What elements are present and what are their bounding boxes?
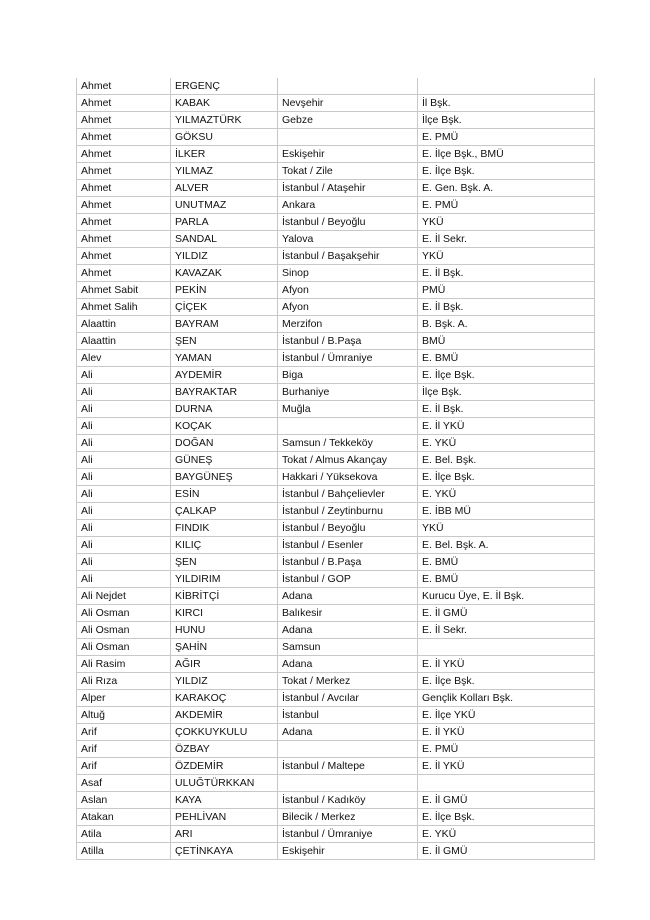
first-name-cell: Ali — [77, 452, 171, 469]
table-row — [77, 469, 595, 486]
location-cell: Adana — [278, 724, 418, 741]
surname-cell: FINDIK — [171, 520, 278, 537]
location-cell: İstanbul / B.Paşa — [278, 333, 418, 350]
surname-cell: YILDIRIM — [171, 571, 278, 588]
location-cell: Adana — [278, 588, 418, 605]
location-cell: Adana — [278, 622, 418, 639]
role-cell: Kurucu Üye, E. İl Bşk. — [418, 588, 595, 605]
surname-cell: KOÇAK — [171, 418, 278, 435]
surname-cell: KILIÇ — [171, 537, 278, 554]
table-row — [77, 656, 595, 673]
role-cell: E. BMÜ — [418, 350, 595, 367]
role-cell: E. İlçe Bşk. — [418, 163, 595, 180]
table-row — [77, 622, 595, 639]
table-row — [77, 639, 595, 656]
location-cell: İstanbul / Başakşehir — [278, 248, 418, 265]
table-row — [77, 282, 595, 299]
first-name-cell: Ahmet — [77, 180, 171, 197]
surname-cell: SANDAL — [171, 231, 278, 248]
location-cell — [278, 418, 418, 435]
table-row — [77, 843, 595, 860]
first-name-cell: Ali — [77, 435, 171, 452]
location-cell: İstanbul / Esenler — [278, 537, 418, 554]
location-cell: İstanbul / Bahçelievler — [278, 486, 418, 503]
role-cell: Gençlik Kolları Bşk. — [418, 690, 595, 707]
location-cell: Biga — [278, 367, 418, 384]
surname-cell: KİBRİTÇİ — [171, 588, 278, 605]
first-name-cell: Ahmet — [77, 265, 171, 282]
table-row — [77, 265, 595, 282]
role-cell: E. İBB MÜ — [418, 503, 595, 520]
table-row — [77, 231, 595, 248]
first-name-cell: Ali Osman — [77, 605, 171, 622]
first-name-cell: Ali Osman — [77, 639, 171, 656]
role-cell: E. İl Bşk. — [418, 299, 595, 316]
surname-cell: ULUĞTÜRKKAN — [171, 775, 278, 792]
role-cell: E. PMÜ — [418, 741, 595, 758]
surname-cell: İLKER — [171, 146, 278, 163]
table-row — [77, 520, 595, 537]
location-cell: Tokat / Zile — [278, 163, 418, 180]
first-name-cell: Alaattin — [77, 333, 171, 350]
first-name-cell: Atila — [77, 826, 171, 843]
surname-cell: YILDIZ — [171, 673, 278, 690]
location-cell: İstanbul / Ümraniye — [278, 826, 418, 843]
surname-cell: KIRCI — [171, 605, 278, 622]
role-cell: E. YKÜ — [418, 435, 595, 452]
role-cell: E. İl YKÜ — [418, 418, 595, 435]
surname-cell: ÇİÇEK — [171, 299, 278, 316]
table-row — [77, 95, 595, 112]
role-cell — [418, 775, 595, 792]
role-cell: E. İl YKÜ — [418, 656, 595, 673]
role-cell: E. YKÜ — [418, 826, 595, 843]
location-cell: Tokat / Merkez — [278, 673, 418, 690]
table-row — [77, 588, 595, 605]
role-cell: E. İlçe Bşk. — [418, 809, 595, 826]
role-cell: YKÜ — [418, 520, 595, 537]
role-cell: E. YKÜ — [418, 486, 595, 503]
location-cell: Samsun / Tekkeköy — [278, 435, 418, 452]
surname-cell: KAYA — [171, 792, 278, 809]
table-row — [77, 690, 595, 707]
first-name-cell: Alaattin — [77, 316, 171, 333]
role-cell: E. PMÜ — [418, 129, 595, 146]
role-cell: E. İlçe Bşk., BMÜ — [418, 146, 595, 163]
location-cell: Sinop — [278, 265, 418, 282]
surname-cell: DOĞAN — [171, 435, 278, 452]
first-name-cell: Ali — [77, 469, 171, 486]
first-name-cell: Ali — [77, 571, 171, 588]
first-name-cell: Ali Rasim — [77, 656, 171, 673]
first-name-cell: Ali — [77, 384, 171, 401]
first-name-cell: Arif — [77, 724, 171, 741]
location-cell: İstanbul / Maltepe — [278, 758, 418, 775]
role-cell: E. BMÜ — [418, 571, 595, 588]
first-name-cell: Ali — [77, 367, 171, 384]
table-row — [77, 605, 595, 622]
first-name-cell: Ahmet Salih — [77, 299, 171, 316]
table-row — [77, 724, 595, 741]
first-name-cell: Atilla — [77, 843, 171, 860]
table-row — [77, 452, 595, 469]
location-cell: İstanbul / Beyoğlu — [278, 214, 418, 231]
table-row — [77, 537, 595, 554]
location-cell: Muğla — [278, 401, 418, 418]
location-cell: Hakkari / Yüksekova — [278, 469, 418, 486]
table-row — [77, 809, 595, 826]
first-name-cell: Ahmet — [77, 78, 171, 95]
role-cell: E. İlçe Bşk. — [418, 673, 595, 690]
role-cell: E. İl YKÜ — [418, 724, 595, 741]
location-cell: İstanbul / GOP — [278, 571, 418, 588]
surname-cell: YILDIZ — [171, 248, 278, 265]
location-cell: İstanbul / B.Paşa — [278, 554, 418, 571]
surname-cell: ERGENÇ — [171, 78, 278, 95]
first-name-cell: Ali Rıza — [77, 673, 171, 690]
first-name-cell: Ali Nejdet — [77, 588, 171, 605]
location-cell: Balıkesir — [278, 605, 418, 622]
table-row — [77, 367, 595, 384]
surname-cell: ESİN — [171, 486, 278, 503]
first-name-cell: Ahmet — [77, 163, 171, 180]
role-cell: E. İl Bşk. — [418, 401, 595, 418]
role-cell: E. İl Sekr. — [418, 231, 595, 248]
location-cell: Adana — [278, 656, 418, 673]
surname-cell: ALVER — [171, 180, 278, 197]
role-cell: E. PMÜ — [418, 197, 595, 214]
role-cell: E. İl Sekr. — [418, 622, 595, 639]
role-cell: İl Bşk. — [418, 95, 595, 112]
first-name-cell: Ahmet — [77, 112, 171, 129]
surname-cell: KABAK — [171, 95, 278, 112]
table-row — [77, 401, 595, 418]
surname-cell: DURNA — [171, 401, 278, 418]
member-table-body — [77, 78, 595, 860]
table-row — [77, 180, 595, 197]
table-row — [77, 333, 595, 350]
first-name-cell: Ali — [77, 401, 171, 418]
role-cell: E. BMÜ — [418, 554, 595, 571]
table-row — [77, 826, 595, 843]
first-name-cell: Asaf — [77, 775, 171, 792]
role-cell: E. İlçe Bşk. — [418, 367, 595, 384]
role-cell: E. Gen. Bşk. A. — [418, 180, 595, 197]
location-cell: Burhaniye — [278, 384, 418, 401]
surname-cell: YILMAZTÜRK — [171, 112, 278, 129]
location-cell: Ankara — [278, 197, 418, 214]
location-cell: Samsun — [278, 639, 418, 656]
surname-cell: ÖZBAY — [171, 741, 278, 758]
role-cell: B. Bşk. A. — [418, 316, 595, 333]
table-row — [77, 418, 595, 435]
table-row — [77, 248, 595, 265]
location-cell: Merzifon — [278, 316, 418, 333]
surname-cell: KARAKOÇ — [171, 690, 278, 707]
location-cell: İstanbul — [278, 707, 418, 724]
location-cell: Bilecik / Merkez — [278, 809, 418, 826]
table-row — [77, 486, 595, 503]
first-name-cell: Ali — [77, 486, 171, 503]
location-cell — [278, 78, 418, 95]
table-row — [77, 163, 595, 180]
location-cell: Afyon — [278, 299, 418, 316]
surname-cell: GÜNEŞ — [171, 452, 278, 469]
role-cell: İlçe Bşk. — [418, 112, 595, 129]
surname-cell: BAYRAM — [171, 316, 278, 333]
location-cell: Eskişehir — [278, 146, 418, 163]
first-name-cell: Ali — [77, 418, 171, 435]
table-row — [77, 673, 595, 690]
role-cell: E. İl GMÜ — [418, 605, 595, 622]
role-cell: E. İlçe Bşk. — [418, 469, 595, 486]
table-row — [77, 214, 595, 231]
surname-cell: ARI — [171, 826, 278, 843]
table-row — [77, 435, 595, 452]
location-cell: Yalova — [278, 231, 418, 248]
first-name-cell: Altuğ — [77, 707, 171, 724]
table-row — [77, 384, 595, 401]
surname-cell: ÇETİNKAYA — [171, 843, 278, 860]
surname-cell: ŞEN — [171, 333, 278, 350]
role-cell: E. İl GMÜ — [418, 843, 595, 860]
table-row — [77, 112, 595, 129]
table-row — [77, 197, 595, 214]
surname-cell: ÖZDEMİR — [171, 758, 278, 775]
table-row — [77, 775, 595, 792]
surname-cell: AYDEMİR — [171, 367, 278, 384]
location-cell: İstanbul / Ataşehir — [278, 180, 418, 197]
first-name-cell: Ahmet Sabit — [77, 282, 171, 299]
role-cell: E. İl Bşk. — [418, 265, 595, 282]
surname-cell: UNUTMAZ — [171, 197, 278, 214]
role-cell: E. Bel. Bşk. — [418, 452, 595, 469]
surname-cell: YAMAN — [171, 350, 278, 367]
surname-cell: KAVAZAK — [171, 265, 278, 282]
location-cell: İstanbul / Ümraniye — [278, 350, 418, 367]
location-cell: Eskişehir — [278, 843, 418, 860]
surname-cell: BAYRAKTAR — [171, 384, 278, 401]
surname-cell: AKDEMİR — [171, 707, 278, 724]
first-name-cell: Ali Osman — [77, 622, 171, 639]
surname-cell: PEKİN — [171, 282, 278, 299]
role-cell: YKÜ — [418, 214, 595, 231]
first-name-cell: Ali — [77, 520, 171, 537]
table-row — [77, 146, 595, 163]
table-row — [77, 503, 595, 520]
location-cell: İstanbul / Zeytinburnu — [278, 503, 418, 520]
location-cell: Nevşehir — [278, 95, 418, 112]
role-cell: E. İlçe YKÜ — [418, 707, 595, 724]
location-cell: Afyon — [278, 282, 418, 299]
first-name-cell: Ahmet — [77, 248, 171, 265]
first-name-cell: Ali — [77, 503, 171, 520]
surname-cell: AĞIR — [171, 656, 278, 673]
first-name-cell: Ali — [77, 554, 171, 571]
table-row — [77, 299, 595, 316]
role-cell — [418, 78, 595, 95]
surname-cell: ÇALKAP — [171, 503, 278, 520]
role-cell: YKÜ — [418, 248, 595, 265]
surname-cell: HUNU — [171, 622, 278, 639]
first-name-cell: Aslan — [77, 792, 171, 809]
first-name-cell: Alev — [77, 350, 171, 367]
location-cell: İstanbul / Avcılar — [278, 690, 418, 707]
role-cell — [418, 639, 595, 656]
location-cell: İstanbul / Beyoğlu — [278, 520, 418, 537]
role-cell: E. İl GMÜ — [418, 792, 595, 809]
location-cell: İstanbul / Kadıköy — [278, 792, 418, 809]
role-cell: İlçe Bşk. — [418, 384, 595, 401]
surname-cell: ŞAHİN — [171, 639, 278, 656]
first-name-cell: Alper — [77, 690, 171, 707]
surname-cell: PARLA — [171, 214, 278, 231]
table-row — [77, 316, 595, 333]
first-name-cell: Ahmet — [77, 129, 171, 146]
location-cell: Gebze — [278, 112, 418, 129]
table-row — [77, 707, 595, 724]
role-cell: E. Bel. Bşk. A. — [418, 537, 595, 554]
role-cell: PMÜ — [418, 282, 595, 299]
surname-cell: BAYGÜNEŞ — [171, 469, 278, 486]
role-cell: BMÜ — [418, 333, 595, 350]
table-row — [77, 78, 595, 95]
first-name-cell: Ahmet — [77, 95, 171, 112]
first-name-cell: Arif — [77, 758, 171, 775]
location-cell — [278, 775, 418, 792]
surname-cell: YILMAZ — [171, 163, 278, 180]
first-name-cell: Arif — [77, 741, 171, 758]
first-name-cell: Ahmet — [77, 214, 171, 231]
table-row — [77, 571, 595, 588]
first-name-cell: Ali — [77, 537, 171, 554]
surname-cell: GÖKSU — [171, 129, 278, 146]
table-row — [77, 554, 595, 571]
table-row — [77, 792, 595, 809]
surname-cell: PEHLİVAN — [171, 809, 278, 826]
first-name-cell: Atakan — [77, 809, 171, 826]
first-name-cell: Ahmet — [77, 231, 171, 248]
table-row — [77, 741, 595, 758]
location-cell — [278, 741, 418, 758]
surname-cell: ÇOKKUYKULU — [171, 724, 278, 741]
table-row — [77, 129, 595, 146]
member-table — [76, 78, 595, 860]
table-row — [77, 758, 595, 775]
table-row — [77, 350, 595, 367]
surname-cell: ŞEN — [171, 554, 278, 571]
location-cell: Tokat / Almus Akançay — [278, 452, 418, 469]
first-name-cell: Ahmet — [77, 146, 171, 163]
location-cell — [278, 129, 418, 146]
role-cell: E. İl YKÜ — [418, 758, 595, 775]
first-name-cell: Ahmet — [77, 197, 171, 214]
